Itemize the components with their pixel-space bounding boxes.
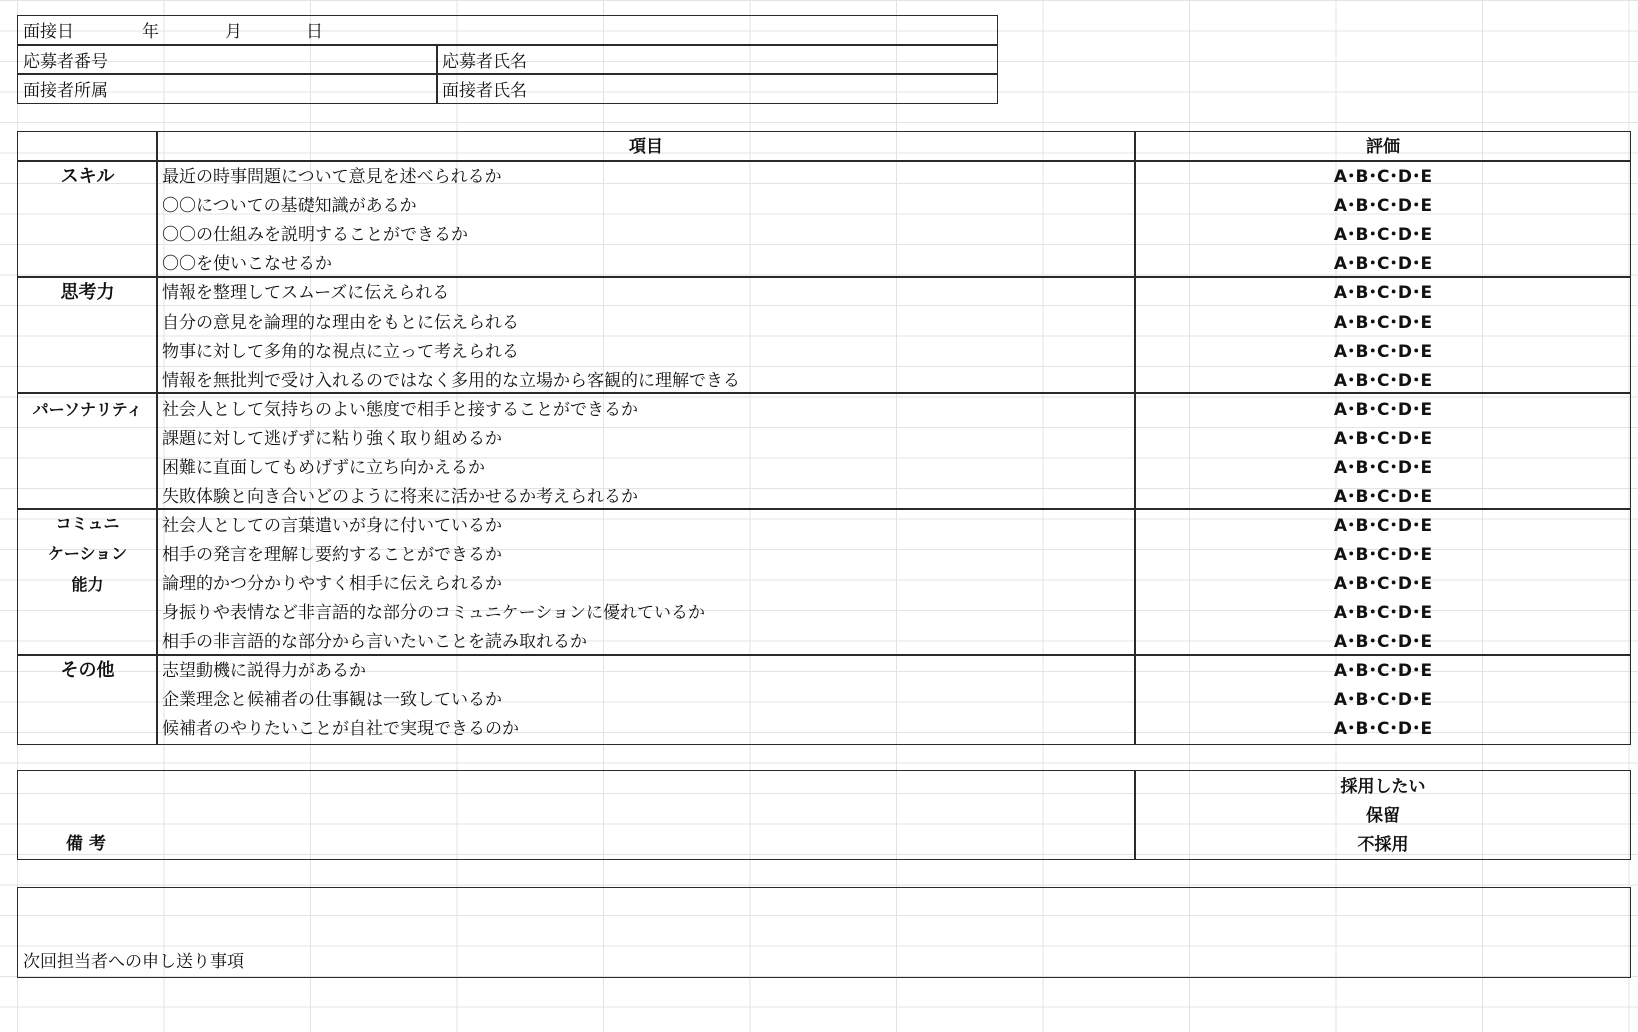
evaluation-item: 相手の非言語的な部分から言いたいことを読み取れるか [162,632,587,652]
evaluation-item: 相手の発言を理解し要約することができるか [162,545,502,565]
year-label: 年 [142,22,159,42]
rating-scale[interactable]: A･B･C･D･E [1333,516,1433,536]
category-column-divider [156,131,158,745]
evaluation-item: 〇〇の仕組みを説明することができるか [162,225,468,245]
month-label: 月 [225,22,242,42]
header-divider [17,73,998,75]
rating-scale[interactable]: A･B･C･D･E [1333,603,1433,623]
evaluation-item: 情報を無批判で受け入れるのではなく多用的な立場から客観的に理解できる [162,371,740,391]
decision-option-hire[interactable]: 採用したい [1340,777,1426,797]
category-divider [17,392,1631,394]
interviewer-name-label: 面接者氏名 [442,81,527,101]
applicant-name-label: 応募者氏名 [442,52,527,72]
evaluation-item: 候補者のやりたいことが自社で実現できるのか [162,719,519,739]
evaluation-item: 情報を整理してスムーズに伝えられる [162,283,450,303]
rating-scale[interactable]: A･B･C･D･E [1333,225,1433,245]
rating-scale[interactable]: A･B･C･D･E [1333,574,1433,594]
category-label-other: その他 [60,660,115,681]
rating-scale[interactable]: A･B･C･D･E [1333,545,1433,565]
category-label-skill: スキル [60,166,115,187]
rating-scale[interactable]: A･B･C･D･E [1333,487,1433,507]
evaluation-item: 最近の時事問題について意見を述べられるか [162,167,502,187]
interview-date-label: 面接日 [23,22,74,42]
rating-scale[interactable]: A･B･C･D･E [1333,690,1433,710]
category-label-communication-line1: コミュニ [55,514,120,533]
evaluation-item: 社会人としての言葉遣いが身に付いているか [162,516,502,536]
rating-scale[interactable]: A･B･C･D･E [1333,400,1433,420]
evaluation-item: 論理的かつ分かりやすく相手に伝えられるか [162,574,502,594]
rating-scale[interactable]: A･B･C･D･E [1333,342,1433,362]
rating-column-header: 評価 [1366,137,1400,157]
rating-scale[interactable]: A･B･C･D･E [1333,167,1433,187]
evaluation-item: 物事に対して多角的な視点に立って考えられる [162,342,519,362]
rating-scale[interactable]: A･B･C･D･E [1333,254,1433,274]
evaluation-item: 志望動機に説得力があるか [162,661,366,681]
evaluation-item: 失敗体験と向き合いどのように将来に活かせるか考えられるか [162,487,638,507]
rating-scale[interactable]: A･B･C･D･E [1333,196,1433,216]
rating-scale[interactable]: A･B･C･D･E [1333,458,1433,478]
rating-scale[interactable]: A･B･C･D･E [1333,371,1433,391]
rating-scale[interactable]: A･B･C･D･E [1333,719,1433,739]
rating-scale[interactable]: A･B･C･D･E [1333,283,1433,303]
remarks-label: 備 考 [66,834,106,854]
evaluation-item: 課題に対して逃げずに粘り強く取り組めるか [162,429,502,449]
table-header-divider [17,160,1631,162]
rating-scale[interactable]: A･B･C･D･E [1333,313,1433,333]
evaluation-item: 身振りや表情など非言語的な部分のコミュニケーションに優れているか [162,603,705,623]
rating-scale[interactable]: A･B･C･D･E [1333,429,1433,449]
category-divider [17,654,1631,656]
category-divider [17,276,1631,278]
evaluation-item: 困難に直面してもめげずに立ち向かえるか [162,458,485,478]
category-label-communication-line3: 能力 [71,575,104,594]
handover-label: 次回担当者への申し送り事項 [23,952,244,972]
decision-option-reject[interactable]: 不採用 [1357,835,1409,855]
decision-option-hold[interactable]: 保留 [1366,806,1400,826]
item-column-header: 項目 [629,137,663,157]
evaluation-item: 企業理念と候補者の仕事観は一致しているか [162,690,502,710]
evaluation-item: 自分の意見を論理的な理由をもとに伝えられる [162,313,519,333]
day-label: 日 [306,22,323,42]
category-label-communication-line2: ケーション [47,544,128,563]
category-label-thinking: 思考力 [60,282,115,303]
evaluation-item: 社会人として気持ちのよい態度で相手と接することができるか [162,400,638,420]
header-divider [436,44,438,104]
header-divider [17,44,998,46]
applicant-number-label: 応募者番号 [23,52,108,72]
category-label-personality: パーソナリティ [32,400,143,419]
evaluation-item: 〇〇を使いこなせるか [162,254,332,274]
rating-scale[interactable]: A･B･C･D･E [1333,632,1433,652]
evaluation-item: 〇〇についての基礎知識があるか [162,196,417,216]
rating-scale[interactable]: A･B･C･D･E [1333,661,1433,681]
handover-block [17,887,1631,978]
interviewer-dept-label: 面接者所属 [23,81,108,101]
category-divider [17,508,1631,510]
